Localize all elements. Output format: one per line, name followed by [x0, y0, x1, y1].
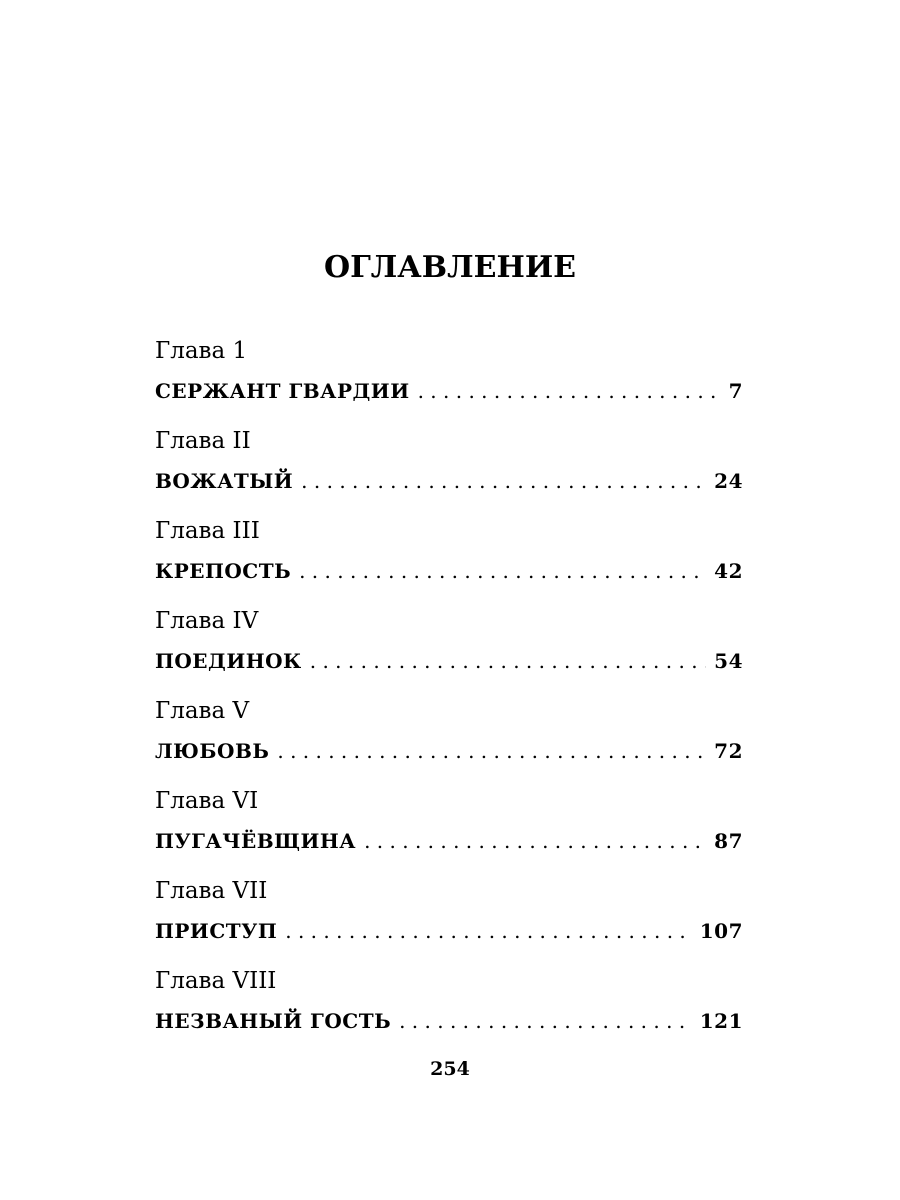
dot-leader [299, 554, 706, 588]
page-number: 24 [714, 469, 743, 493]
toc-entry [155, 784, 743, 874]
chapter-line[interactable] [155, 374, 743, 412]
chapter-title: ЛЮБОВЬ [155, 739, 270, 763]
dot-leader [364, 824, 706, 858]
dot-leader [277, 734, 706, 768]
chapter-label: Глава 1 [155, 338, 248, 364]
dot-leader [310, 644, 706, 678]
folio-page-number: 254 [430, 1058, 470, 1080]
table-of-contents [155, 334, 743, 1054]
chapter-line[interactable] [155, 644, 743, 682]
chapter-title: ВОЖАТЫЙ [155, 469, 294, 493]
chapter-label: Глава IV [155, 608, 259, 634]
toc-entry [155, 334, 743, 424]
chapter-line[interactable] [155, 914, 743, 952]
chapter-label: Глава V [155, 698, 250, 724]
chapter-line[interactable] [155, 734, 743, 772]
page-number: 54 [714, 649, 743, 673]
toc-entry [155, 964, 743, 1054]
dot-leader [301, 464, 706, 498]
chapter-label: Глава II [155, 428, 251, 454]
dot-leader [285, 914, 692, 948]
page-title: ОГЛАВЛЕНИЕ [323, 250, 577, 285]
chapter-title: ПРИСТУП [155, 919, 278, 943]
page-number: 42 [714, 559, 743, 583]
page-number: 107 [699, 919, 743, 943]
toc-entry [155, 694, 743, 784]
chapter-title: ПОЕДИНОК [155, 649, 302, 673]
chapter-title: ПУГАЧЁВЩИНА [155, 829, 357, 853]
page-number: 87 [714, 829, 743, 853]
chapter-label: Глава VII [155, 878, 268, 904]
page-number: 72 [714, 739, 743, 763]
chapter-line[interactable] [155, 824, 743, 862]
toc-entry [155, 604, 743, 694]
chapter-title: КРЕПОСТЬ [155, 559, 292, 583]
chapter-label: Глава VI [155, 788, 259, 814]
chapter-title: НЕЗВАНЫЙ ГОСТЬ [155, 1009, 392, 1033]
dot-leader [418, 374, 721, 408]
dot-leader [399, 1004, 692, 1038]
page-number: 121 [699, 1009, 743, 1033]
chapter-label: Глава III [155, 518, 260, 544]
chapter-line[interactable] [155, 1004, 743, 1042]
chapter-line[interactable] [155, 464, 743, 502]
page-number: 7 [728, 379, 743, 403]
chapter-label: Глава VIII [155, 968, 277, 994]
toc-entry [155, 424, 743, 514]
toc-entry [155, 514, 743, 604]
chapter-title: СЕРЖАНТ ГВАРДИИ [155, 379, 410, 403]
toc-entry [155, 874, 743, 964]
chapter-line[interactable] [155, 554, 743, 592]
